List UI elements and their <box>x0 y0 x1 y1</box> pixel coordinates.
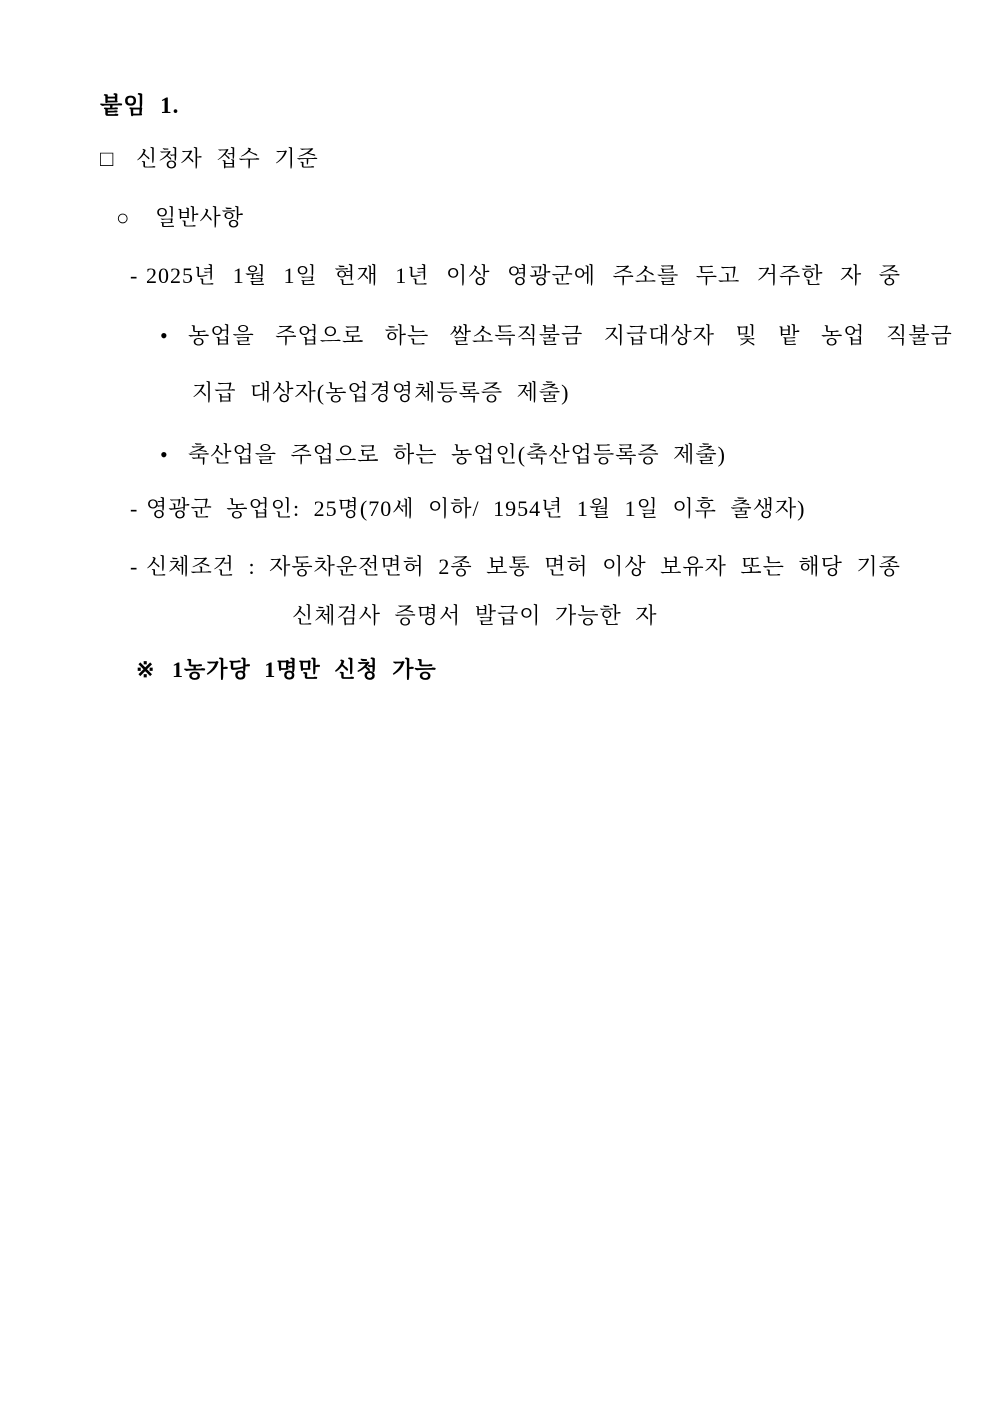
list-item-text: 영광군 농업인: 25명(70세 이하/ 1954년 1월 1일 이후 출생자) <box>146 496 806 521</box>
reference-mark-icon: ※ <box>136 657 155 682</box>
list-item-residency <box>130 262 901 290</box>
note-text: 1농가당 1명만 신청 가능 <box>172 657 437 682</box>
dot-bullet-icon: • <box>160 323 168 348</box>
list-item-text: 신체조건 : 자동차운전면허 2종 보통 면허 이상 보유자 또는 해당 기종 <box>146 554 901 579</box>
attachment-title <box>100 92 179 120</box>
section-heading-text: 신청자 접수 기준 <box>136 146 319 171</box>
section-heading <box>100 145 319 173</box>
list-item-text: 지급 대상자(농업경영체등록증 제출) <box>192 380 570 405</box>
list-item-livestock <box>160 441 726 469</box>
list-item-quota <box>130 495 805 523</box>
list-item-physical-line1 <box>130 553 901 581</box>
list-item-text: 2025년 1월 1일 현재 1년 이상 영광군에 주소를 두고 거주한 자 중 <box>146 263 902 288</box>
dash-bullet-icon: - <box>130 554 138 579</box>
dash-bullet-icon: - <box>130 496 138 521</box>
list-item-agriculture-line1 <box>160 322 953 350</box>
attachment-title-text: 붙임 1. <box>100 93 180 118</box>
square-bullet-icon: □ <box>100 146 114 171</box>
note-line <box>136 656 437 684</box>
subsection-heading <box>116 204 244 232</box>
list-item-physical-line2 <box>292 602 658 630</box>
dash-bullet-icon: - <box>130 263 138 288</box>
dot-bullet-icon: • <box>160 442 168 467</box>
list-item-agriculture-line2 <box>192 379 569 407</box>
subsection-heading-text: 일반사항 <box>155 205 245 230</box>
circle-bullet-icon: ○ <box>116 205 130 230</box>
list-item-text: 축산업을 주업으로 하는 농업인(축산업등록증 제출) <box>188 442 726 467</box>
list-item-text: 신체검사 증명서 발급이 가능한 자 <box>292 603 658 628</box>
list-item-text: 농업을 주업으로 하는 쌀소득직불금 지급대상자 및 밭 농업 직불금 <box>188 323 953 348</box>
